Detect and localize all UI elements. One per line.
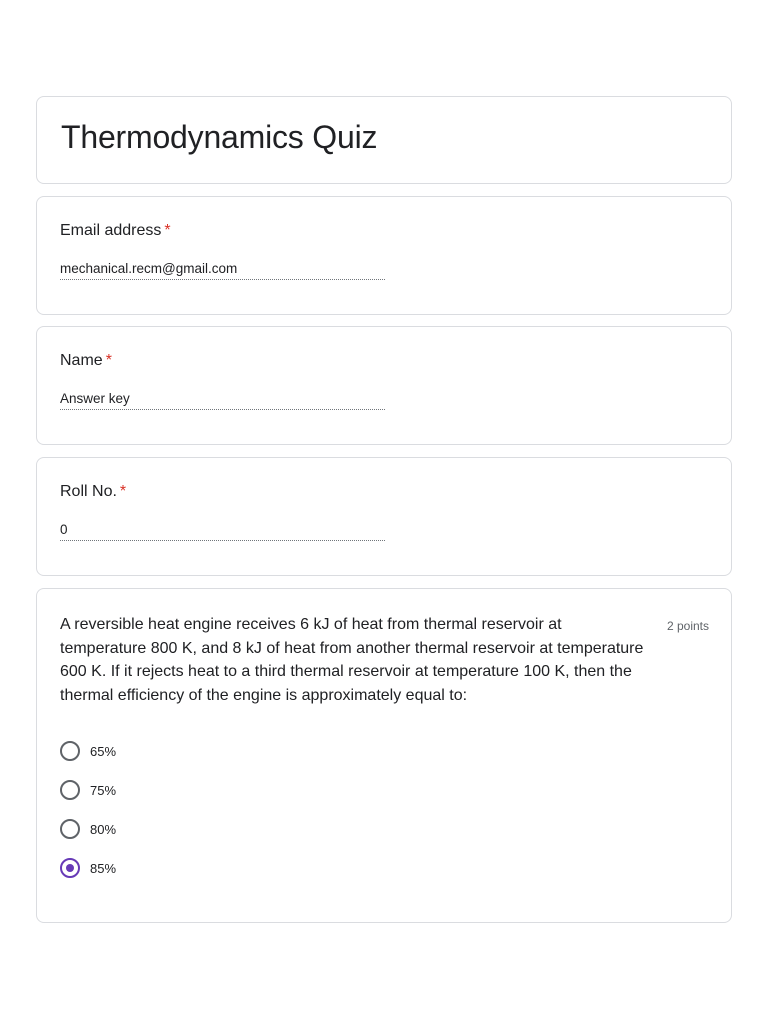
required-asterisk: * [105, 352, 112, 369]
radio-unchecked-icon[interactable] [60, 741, 80, 761]
points-badge: 2 points [666, 619, 709, 633]
name-label [60, 352, 112, 370]
email-question-card [36, 196, 732, 315]
radio-unchecked-icon[interactable] [60, 819, 80, 839]
radio-checked-icon[interactable] [60, 858, 80, 878]
option-label: 75% [90, 782, 117, 798]
radio-unchecked-icon[interactable] [60, 780, 80, 800]
option-label: 65% [90, 743, 117, 759]
name-field[interactable]: Answer key [60, 390, 385, 410]
option-65[interactable] [60, 740, 116, 762]
name-question-card [36, 326, 732, 445]
option-75[interactable] [60, 779, 116, 801]
option-85[interactable] [60, 857, 116, 879]
option-label: 85% [90, 860, 117, 876]
roll-question-card [36, 457, 732, 576]
question-card [36, 588, 732, 923]
email-field[interactable]: mechanical.recm@gmail.com [60, 260, 385, 280]
email-label-text: Email address [60, 222, 162, 239]
roll-field[interactable]: 0 [60, 521, 385, 541]
email-label [60, 222, 171, 240]
option-label: 80% [90, 821, 117, 837]
roll-label [60, 483, 126, 501]
required-asterisk: * [164, 222, 171, 239]
question-text: A reversible heat engine receives 6 kJ of heat from thermal reservoir at temperature 800 K, and 8 kJ of heat from another thermal reservoir at temperature 600 K. If it rejects heat to a third thermal reservoir at temperature 100 K, then the thermal efficiency of the engine is approximately equal to: [60, 616, 644, 704]
name-label-text: Name [60, 352, 103, 369]
form-title: Thermodynamics Quiz [61, 119, 378, 155]
option-80[interactable] [60, 818, 116, 840]
roll-label-text: Roll No. [60, 483, 117, 500]
required-asterisk: * [119, 483, 127, 500]
form-title-card [36, 96, 732, 184]
